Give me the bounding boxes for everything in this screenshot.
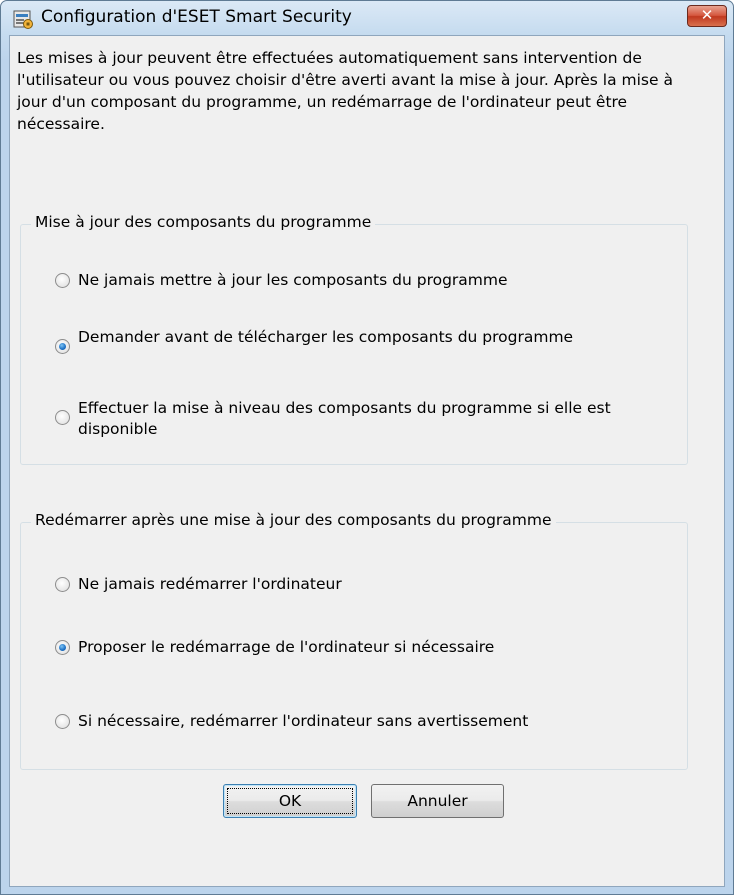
radio-restart-propose[interactable] <box>55 640 70 655</box>
restart-group-legend: Redémarrer après une mise à jour des composants du programme <box>31 511 556 529</box>
update-components-group <box>20 213 688 465</box>
restart-group <box>20 511 688 770</box>
title-bar[interactable] <box>1 1 733 35</box>
update-option-ask-label: Demander avant de télécharger les composants du programme <box>78 328 574 346</box>
update-option-never-label: Ne jamais mettre à jour les composants du programme <box>78 271 508 289</box>
restart-option-never-label: Ne jamais redémarrer l'ordinateur <box>78 575 342 593</box>
close-button[interactable] <box>687 5 727 27</box>
focus-rectangle <box>227 788 353 814</box>
radio-restart-never[interactable] <box>55 577 70 592</box>
close-icon: ✕ <box>700 6 714 24</box>
update-group-legend: Mise à jour des composants du programme <box>31 213 375 231</box>
ok-button[interactable] <box>223 784 357 818</box>
cancel-button[interactable] <box>371 784 504 818</box>
cancel-button-label: Annuler <box>407 792 468 810</box>
radio-restart-auto[interactable] <box>55 714 70 729</box>
restart-option-auto-label: Si nécessaire, redémarrer l'ordinateur sans avertissement <box>78 712 529 730</box>
update-option-auto-label: Effectuer la mise à niveau des composants du programme si elle est disponible <box>78 399 611 438</box>
update-option-auto[interactable] <box>55 398 655 440</box>
window-title: Configuration d'ESET Smart Security <box>41 7 352 27</box>
radio-update-never[interactable] <box>55 273 70 288</box>
radio-update-ask[interactable] <box>55 339 70 354</box>
update-option-ask[interactable] <box>55 327 655 369</box>
restart-option-propose-label: Proposer le redémarrage de l'ordinateur si nécessaire <box>78 638 495 656</box>
eset-app-icon <box>12 8 34 30</box>
ok-button-label: OK <box>278 792 302 810</box>
intro-text: Les mises à jour peuvent être effectuées automatiquement sans intervention de l'utilisateur ou vous pouvez choisir d'être averti avant la mise à jour. Après la mise à jour d'un composant du programme, un redémarrage de l'ordinateur peut être nécessaire. <box>17 49 673 133</box>
radio-update-auto[interactable] <box>55 410 70 425</box>
